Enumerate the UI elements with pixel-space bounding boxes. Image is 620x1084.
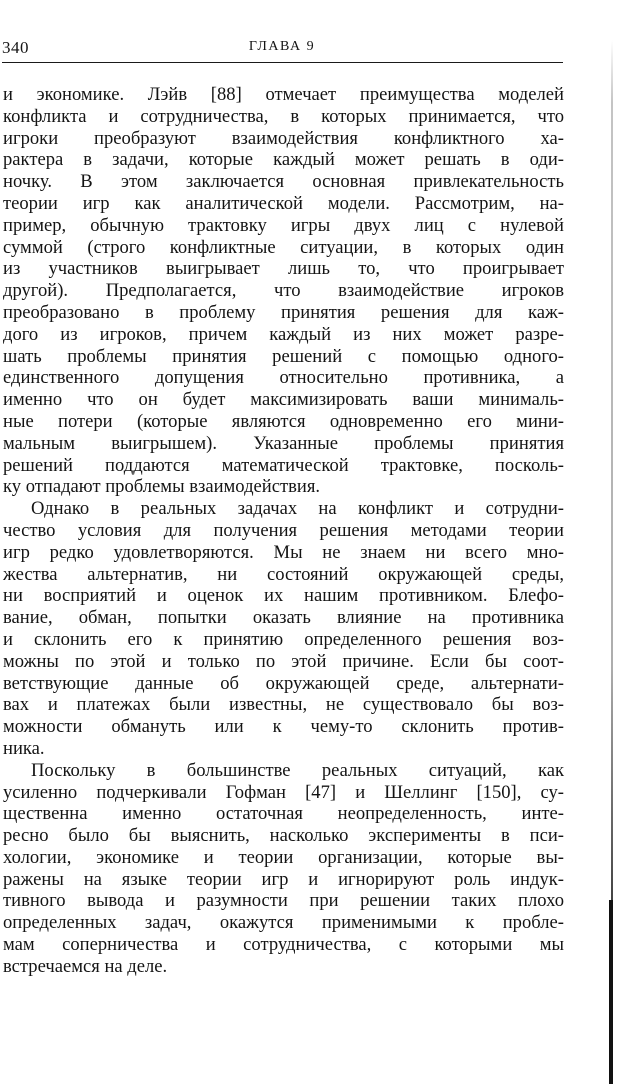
text-line: игр редко удовлетворяются. Мы не знаем ни всего мно- xyxy=(3,541,564,563)
text-line: тивного вывода и разумности при решении таких плохо xyxy=(3,890,564,912)
text-line: ветствующие данные об окружающей среде, альтернати- xyxy=(3,672,564,694)
text-line: пример, обычную трактовку игры двух лиц с нулевой xyxy=(3,214,564,236)
text-line: ночку. В этом заключается основная привлекательность xyxy=(3,171,564,193)
text-line: именно что он будет максимизировать ваши минималь- xyxy=(3,389,564,411)
page-header xyxy=(2,38,562,60)
text-line: вание, обман, попытки оказать влияние на противника xyxy=(3,607,564,629)
text-line: встречаемся на деле. xyxy=(3,955,168,977)
text-line: определенных задач, окажутся применимыми к пробле- xyxy=(3,912,564,934)
text-line: можности обмануть или к чему-то склонить против- xyxy=(3,716,564,738)
text-line: жества альтернатив, ни состояний окружающей среды, xyxy=(3,563,564,585)
text-line: щественна именно остаточная неопределенность, инте- xyxy=(3,803,564,825)
text-line: рактера в задачи, которые каждый может решать в оди- xyxy=(3,149,564,171)
text-line: мальным выигрышем). Указанные проблемы принятия xyxy=(3,432,564,454)
text-line: можны по этой и только по этой причине. Если бы соот- xyxy=(3,650,564,672)
text-line: ресно было бы выяснить, насколько эксперименты в пси- xyxy=(3,825,564,847)
text-line: вах и платежах были известны, не существовало бы воз- xyxy=(3,694,564,716)
text-line: конфликта и сотрудничества, в которых принимается, что xyxy=(3,105,564,127)
running-head: ГЛАВА 9 xyxy=(248,39,316,54)
paragraph-start-line: Поскольку в большинстве реальных ситуаций, как xyxy=(31,759,564,781)
text-line: из участников выигрывает лишь то, что проигрывает xyxy=(3,258,564,280)
text-line: усиленно подчеркивали Гофман [47] и Шеллинг [150], су- xyxy=(3,781,564,803)
body-text xyxy=(3,84,564,978)
text-line: и склонить его к принятию определенного решения воз- xyxy=(3,628,564,650)
text-line: ника. xyxy=(3,737,45,759)
text-line: другой). Предполагается, что взаимодействие игроков xyxy=(3,280,564,302)
scan-edge-shadow-dark xyxy=(609,900,613,1084)
text-line: мам соперничества и сотрудничества, с которыми мы xyxy=(3,934,564,956)
text-line: хологии, экономике и теории организации, которые вы- xyxy=(3,846,564,868)
text-line: ражены на языке теории игр и игнорируют роль индук- xyxy=(3,868,564,890)
text-line: преобразовано в проблему принятия решения для каж- xyxy=(3,301,564,323)
text-line: чество условия для получения решения методами теории xyxy=(3,519,564,541)
paragraph-start-line: Однако в реальных задачах на конфликт и сотрудни- xyxy=(31,498,564,520)
page-number: 340 xyxy=(2,38,29,57)
text-line: ные потери (которые являются одновременно его мини- xyxy=(3,410,564,432)
text-line: дого из игроков, причем каждый из них может разре- xyxy=(3,323,564,345)
text-line: ни восприятий и оценок их нашим противником. Блефо- xyxy=(3,585,564,607)
text-line: теории игр как аналитической модели. Рассмотрим, на- xyxy=(3,192,564,214)
text-line: и экономике. Лэйв [88] отмечает преимущества моделей xyxy=(3,84,564,105)
text-line: шать проблемы принятия решений с помощью одного- xyxy=(3,345,564,367)
header-rule xyxy=(2,62,563,63)
text-line: решений поддаются математической трактовке, посколь- xyxy=(3,454,564,476)
text-line: единственного допущения относительно противника, а xyxy=(3,367,564,389)
text-line: игроки преобразуют взаимодействия конфликтного ха- xyxy=(3,127,564,149)
text-line: суммой (строго конфликтные ситуации, в которых один xyxy=(3,236,564,258)
text-line: ку отпадают проблемы взаимодействия. xyxy=(3,476,321,498)
